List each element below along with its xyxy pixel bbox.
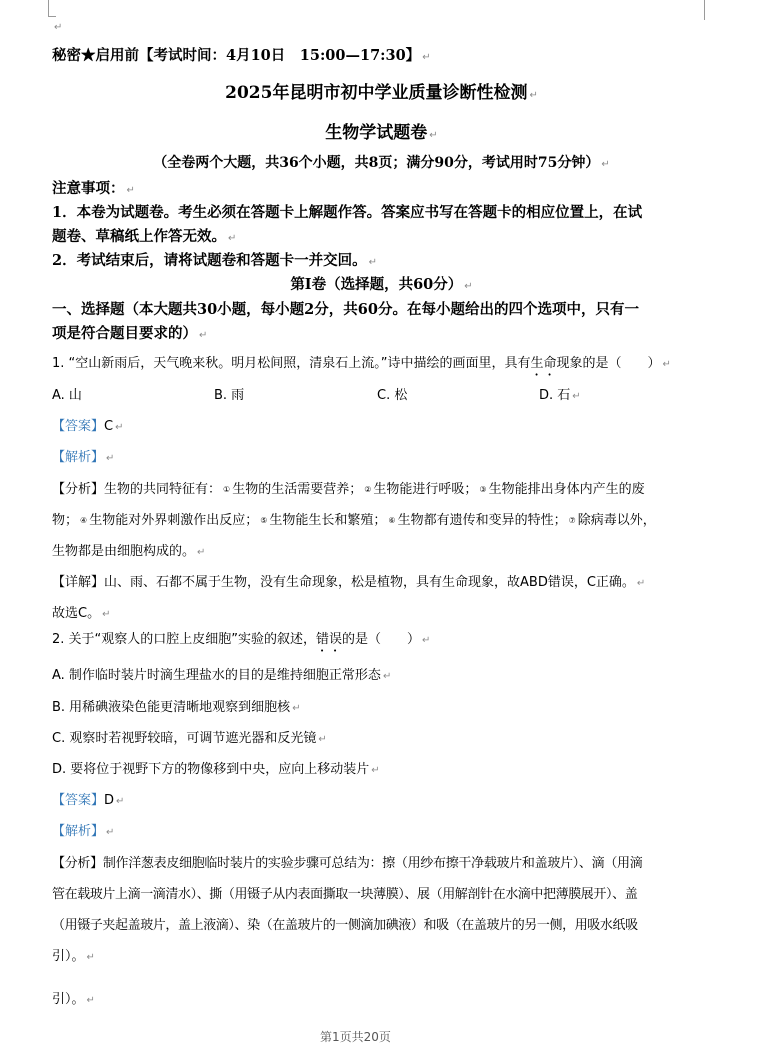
q2-analysis-tag: 【解析】 ↵ [52, 824, 115, 839]
notes-heading: 注意事项： ↵ [52, 180, 135, 197]
secret-line: 秘密★启用前【考试时间：4月10日 15:00—17:30】 ↵ [52, 47, 431, 64]
exam-info: （全卷两个大题，共36个小题，共8页；满分90分，考试用时75分钟） ↵ [153, 155, 610, 171]
q1-answer: 【答案】C ↵ [52, 419, 124, 434]
notes-item-1: 1．本卷为试题卷。考生必须在答题卡上解题作答。答案应书写在答题卡的相应位置上，在试 [52, 204, 643, 221]
q1-analysis-line-3: 生物都是由细胞构成的。 ↵ [52, 544, 206, 559]
section-intro-cont: 项是符合题目要求的） ↵ [52, 325, 208, 342]
exam-subtitle: 生物学试题卷 ↵ [325, 123, 438, 143]
q1-detail: 【详解】山、雨、石都不属于生物，没有生命现象，松是植物，具有生命现象，故ABD错误，C正确。 ↵ [52, 575, 646, 590]
q2-analysis-line-1: 【分析】制作洋葱表皮细胞临时装片的实验步骤可总结为：擦（用纱布擦干净载玻片和盖玻片）、滴（用滴 [52, 856, 643, 871]
notes-item-1-cont: 题卷、草稿纸上作答无效。 ↵ [52, 228, 237, 245]
notes-item-2: 2．考试结束后，请将试题卷和答题卡一并交回。 ↵ [52, 252, 377, 269]
question-2-stem: 2. 关于“观察人的口腔上皮细胞”实验的叙述，错误的是（ ） ↵ [52, 632, 431, 647]
q1-conclusion: 故选C。 ↵ [52, 606, 111, 621]
page-continued-text: 引）。 ↵ [52, 992, 95, 1007]
q1-option-c: C. 松 [377, 388, 408, 403]
q2-option-b: B. 用稀碘液染色能更清晰地观察到细胞核 ↵ [52, 700, 301, 715]
corner-mark [48, 16, 56, 17]
part-title: 第Ⅰ卷（选择题，共60分） ↵ [290, 276, 473, 293]
q2-analysis-line-4: 引）。 ↵ [52, 949, 95, 964]
q1-option-a: A. 山 [52, 388, 82, 403]
section-intro: 一、选择题（本大题共30小题，每小题2分，共60分。在每小题给出的四个选项中，只有一 [52, 301, 639, 318]
q1-option-d: D. 石 ↵ [539, 388, 581, 403]
q2-answer: 【答案】D ↵ [52, 793, 125, 808]
corner-mark [704, 0, 705, 20]
question-1-stem: 1. “空山新雨后，天气晚来秋。明月松间照，清泉石上流。”诗中描绘的画面里，具有生命现象的是（ ） ↵ [52, 356, 671, 371]
q1-analysis-tag: 【解析】 ↵ [52, 450, 115, 465]
q2-option-a: A. 制作临时装片时滴生理盐水的目的是维持细胞正常形态 ↵ [52, 668, 392, 683]
q1-analysis-line-2: 物； ④ 生物能对外界刺激作出反应； ⑤ 生物能生长和繁殖； ⑥ 生物都有遗传和变异的特性； ⑦ 除病毒以外， [52, 513, 656, 528]
q1-option-b: B. 雨 [214, 388, 245, 403]
exam-title: 2025年昆明市初中学业质量诊断性检测 ↵ [225, 83, 538, 103]
q2-analysis-line-3: （用镊子夹起盖玻片，盖上液滴）、染（在盖玻片的一侧滴加碘液）和吸（在盖玻片的另一侧，用吸水纸吸 [52, 918, 638, 933]
page-footer: 第1页共20页 [320, 1030, 391, 1044]
q2-option-c: C. 观察时若视野较暗，可调节遮光器和反光镜 ↵ [52, 731, 327, 746]
q1-analysis-line-1: 【分析】生物的共同特征有： ① 生物的生活需要营养； ② 生物能进行呼吸； ③ 生物能排出身体内产生的废 [52, 482, 645, 497]
q2-analysis-line-2: 管在载玻片上滴一滴清水）、撕（用镊子从内表面撕取一块薄膜）、展（用解剖针在水滴中把薄膜展开）、盖 [52, 887, 638, 902]
q2-option-d: D. 要将位于视野下方的物像移到中央，应向上移动装片 ↵ [52, 762, 380, 777]
paragraph-mark: ↵ [54, 22, 63, 33]
corner-mark [48, 0, 49, 16]
